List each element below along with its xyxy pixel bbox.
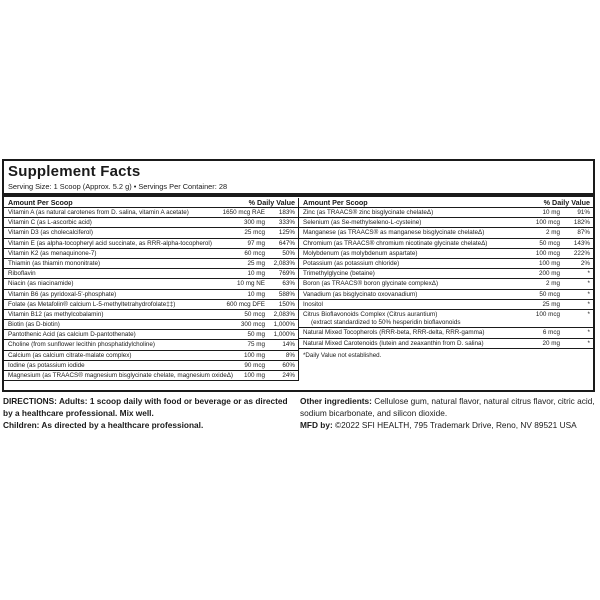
nutrient-row: [4, 269, 298, 279]
nutrient-daily-value: 769%: [278, 270, 295, 278]
daily-value-label: % Daily Value: [248, 198, 295, 207]
nutrient-name: Boron (as TRAACS® boron glycinate complexΔ): [303, 280, 439, 288]
nutrient-name-continued: (extract standardized to 50% hesperidin bioflavonoids: [311, 318, 461, 326]
nutrient-name: Vitamin B12 (as methylcobalamin): [8, 310, 104, 318]
nutrient-amount: 100 mcg: [535, 310, 560, 318]
nutrient-daily-value: 87%: [577, 229, 590, 237]
nutrient-daily-value: 1,000%: [273, 331, 295, 339]
nutrient-name: Manganese (as TRAACS® as manganese bisglycinate chelateΔ): [303, 229, 485, 237]
nutrient-row: [4, 310, 298, 320]
nutrient-daily-value: 24%: [282, 372, 295, 379]
nutrient-name: Potassium (as potassium chloride): [303, 259, 400, 267]
amount-per-scoop-label: Amount Per Scoop: [303, 198, 368, 207]
nutrient-name: Calcium (as calcium citrate-malate complex): [8, 351, 132, 359]
thick-divider: [4, 193, 593, 197]
nutrient-amount: 25 mg: [247, 259, 265, 267]
nutrient-row: [4, 290, 298, 300]
amount-per-scoop-label: Amount Per Scoop: [8, 198, 73, 207]
nutrient-amount: 10 mg NE: [237, 280, 265, 288]
nutrient-amount: 300 mcg: [240, 321, 265, 329]
nutrient-row: [4, 340, 298, 350]
footnote: *Daily Value not established.: [303, 351, 382, 359]
nutrient-name: Natural Mixed Carotenoids (lutein and zeaxanthin from D. salina): [303, 339, 484, 347]
mfd-text: ©2022 SFI HEALTH, 795 Trademark Drive, Reno, NV 89521 USA: [335, 419, 577, 430]
nutrient-daily-value: *: [587, 280, 590, 288]
nutrient-daily-value: *: [587, 300, 590, 308]
nutrient-row: [4, 300, 298, 310]
right-nutrient-list: [299, 208, 593, 349]
nutrient-row: [299, 300, 593, 310]
nutrient-daily-value: 8%: [285, 351, 295, 359]
nutrient-amount: 100 mg: [538, 259, 560, 267]
nutrient-row: [4, 371, 298, 381]
nutrient-row: [4, 351, 298, 361]
nutrient-name: Thiamin (as thiamin mononitrate): [8, 259, 101, 267]
right-column-header: [299, 198, 593, 208]
nutrient-daily-value: 91%: [577, 209, 590, 216]
nutrient-amount: 1650 mcg RAE: [222, 209, 265, 216]
nutrient-row: [299, 339, 593, 349]
other-ingredients-text: Cellulose gum, natural flavor, natural citrus flavor, citric acid, sodium bicarbonate, and silicon dioxide.: [300, 396, 595, 418]
serving-info: Serving Size: 1 Scoop (Approx. 5.2 g) • Servings Per Container: 28: [8, 182, 228, 191]
nutrient-daily-value: 2%: [580, 259, 590, 267]
nutrient-name: Vanadium (as bisglycinato oxovanadium): [303, 290, 418, 298]
nutrient-row: [4, 320, 298, 330]
nutrient-amount: 300 mg: [243, 219, 265, 227]
nutrient-amount: 100 mcg: [535, 219, 560, 227]
nutrient-name: Natural Mixed Tocopherols (RRR-beta, RRR-delta, RRR-gamma): [303, 329, 485, 337]
nutrient-daily-value: 182%: [573, 219, 590, 227]
nutrient-amount: 100 mcg: [535, 249, 560, 257]
nutrient-row: [4, 259, 298, 269]
nutrient-row: [299, 269, 593, 279]
nutrient-row: [4, 249, 298, 259]
nutrient-name: Riboflavin: [8, 270, 36, 278]
nutrient-amount: 25 mcg: [244, 229, 265, 237]
nutrient-amount: 200 mg: [538, 270, 560, 278]
daily-value-label: % Daily Value: [543, 198, 590, 207]
nutrient-amount: 60 mcg: [244, 249, 265, 257]
nutrient-name: Chromium (as TRAACS® chromium nicotinate glycinate chelateΔ): [303, 239, 488, 247]
nutrient-amount: 10 mg: [247, 270, 265, 278]
nutrient-amount: 97 mg: [247, 239, 265, 247]
nutrient-daily-value: 647%: [278, 239, 295, 247]
nutrient-name: Zinc (as TRAACS® zinc bisglycinate chelateΔ): [303, 209, 434, 216]
nutrient-daily-value: 2,083%: [273, 310, 295, 318]
nutrient-row: [4, 239, 298, 249]
nutrient-name: Selenium (as Se-methylseleno-L-cysteine): [303, 219, 422, 227]
panel-title: Supplement Facts: [8, 163, 141, 180]
nutrient-row: [299, 228, 593, 238]
nutrient-row: [299, 279, 593, 289]
nutrient-row: [4, 208, 298, 218]
nutrient-daily-value: 63%: [282, 280, 295, 288]
nutrient-row: [4, 361, 298, 371]
nutrient-row: [299, 310, 593, 329]
nutrient-amount: 50 mcg: [244, 310, 265, 318]
nutrient-row: [4, 279, 298, 289]
nutrient-amount: 600 mcg DFE: [226, 300, 265, 308]
directions-block: [3, 396, 295, 431]
nutrient-daily-value: *: [587, 290, 590, 298]
mfd-label: MFD by:: [300, 419, 333, 430]
nutrient-row: [4, 330, 298, 340]
nutrient-daily-value: *: [587, 339, 590, 347]
nutrient-amount: 2 mg: [546, 229, 560, 237]
nutrient-amount: 10 mg: [247, 290, 265, 298]
nutrient-daily-value: 60%: [282, 361, 295, 369]
left-column: [4, 198, 299, 381]
nutrient-name: Molybdenum (as molybdenum aspartate): [303, 249, 418, 257]
nutrient-row: [299, 290, 593, 300]
nutrient-amount: 25 mg: [542, 300, 560, 308]
nutrient-amount: 75 mg: [247, 341, 265, 349]
nutrient-name: Citrus Bioflavonoids Complex (Citrus aurantium): [303, 310, 438, 318]
nutrient-daily-value: *: [587, 270, 590, 278]
nutrient-daily-value: 50%: [282, 249, 295, 257]
nutrient-row: [299, 239, 593, 249]
nutrient-row: [4, 218, 298, 228]
nutrient-name: Vitamin A (as natural carotenes from D. salina, vitamin A acetate): [8, 209, 189, 216]
nutrient-name: Trimethylglycine (betaine): [303, 270, 375, 278]
nutrient-name: Vitamin D3 (as cholecalciferol): [8, 229, 93, 237]
nutrient-name: Niacin (as niacinamide): [8, 280, 74, 288]
nutrient-row: [299, 208, 593, 218]
nutrient-daily-value: 183%: [278, 209, 295, 216]
nutrient-name: Magnesium (as TRAACS® magnesium bisglycinate chelate, magnesium oxideΔ): [8, 372, 234, 379]
nutrient-name: Vitamin E (as alpha-tocopheryl acid succinate, as RRR-alpha-tocopherol): [8, 239, 212, 247]
nutrient-daily-value: *: [587, 310, 590, 318]
nutrient-daily-value: 150%: [278, 300, 295, 308]
nutrient-daily-value: 143%: [573, 239, 590, 247]
nutrient-amount: 50 mg: [247, 331, 265, 339]
nutrient-amount: 100 mg: [243, 351, 265, 359]
nutrient-amount: 90 mcg: [244, 361, 265, 369]
nutrient-amount: 100 mg: [243, 372, 265, 379]
nutrient-amount: 2 mg: [546, 280, 560, 288]
nutrient-name: Inositol: [303, 300, 323, 308]
nutrient-daily-value: 1,000%: [273, 321, 295, 329]
left-column-header: [4, 198, 298, 208]
nutrient-name: Pantothenic Acid (as calcium D-pantothenate): [8, 331, 136, 339]
nutrient-amount: 6 mcg: [542, 329, 560, 337]
nutrient-name: Folate (as Metafolin® calcium L-5-methyltetrahydrofolate‡‡): [8, 300, 176, 308]
nutrient-daily-value: *: [587, 329, 590, 337]
nutrient-daily-value: 2,083%: [273, 259, 295, 267]
nutrient-name: Vitamin K2 (as menaquinone-7): [8, 249, 97, 257]
supplement-facts-panel: [2, 159, 595, 392]
nutrient-name: Biotin (as D-biotin): [8, 321, 60, 329]
nutrient-daily-value: 14%: [282, 341, 295, 349]
nutrient-amount: 50 mcg: [539, 239, 560, 247]
other-ingredients-block: [300, 396, 596, 431]
nutrient-amount: 50 mcg: [539, 290, 560, 298]
directions-adults: Adults: 1 scoop daily with food or beverage or as directed by a healthcare professional. Mix well.: [3, 396, 288, 418]
nutrient-name: Iodine (as potassium iodide: [8, 361, 85, 369]
other-ingredients-label: Other ingredients:: [300, 396, 372, 406]
nutrient-name: Vitamin C (as L-ascorbic acid): [8, 219, 92, 227]
nutrient-amount: 20 mg: [542, 339, 560, 347]
nutrient-daily-value: 125%: [278, 229, 295, 237]
directions-label: DIRECTIONS:: [3, 396, 57, 406]
nutrient-row: [4, 228, 298, 238]
nutrient-row: [299, 259, 593, 269]
nutrient-name: Vitamin B6 (as pyridoxal-5'-phosphate): [8, 290, 117, 298]
nutrient-row: [299, 328, 593, 338]
nutrient-row: [299, 218, 593, 228]
nutrient-daily-value: 588%: [278, 290, 295, 298]
right-column: [299, 198, 593, 359]
nutrient-row: [299, 249, 593, 259]
directions-children: Children: As directed by a healthcare professional.: [3, 419, 204, 430]
nutrient-amount: 10 mg: [542, 209, 560, 216]
left-nutrient-list: [4, 208, 298, 381]
nutrient-daily-value: 333%: [278, 219, 295, 227]
nutrient-name: Choline (from sunflower lecithin phosphatidylcholine): [8, 341, 156, 349]
nutrient-daily-value: 222%: [573, 249, 590, 257]
